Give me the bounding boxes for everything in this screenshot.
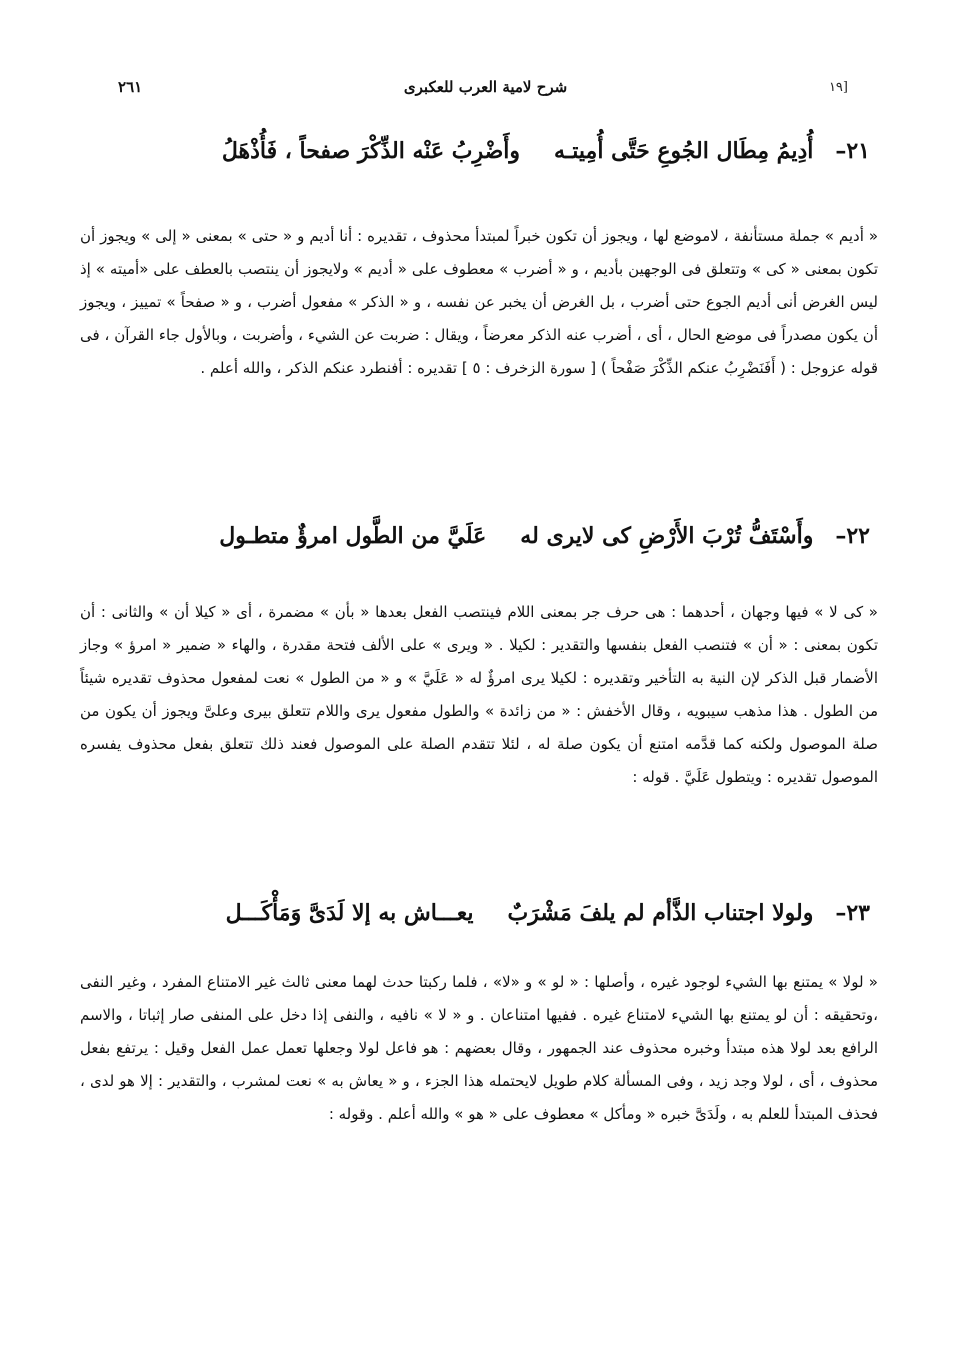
page-marker: [١٩ — [828, 79, 848, 95]
verse-hemistich-second: عَلَيَّ من الطَّول امرؤٌ متطـول — [219, 523, 487, 549]
commentary-paragraph: « كى لا » فيها وجهان ، أحدهما : هى حرف جر بمعنى اللام فينتصب الفعل بعدها « بأن » مضمرة ، أى « كيلا أن » والثانى : أن تكون بمعنى : « أن » فتنصب الفعل بنفسها والتقدير : لكيلا . « ويرى » على الألف فتحة مقدرة ، والهاء « ضمير « امرؤ » وجاز الأضمار قبل الذكر لإن النية به التأخير وتقديره : لكيلا يرى امرؤٌ له « عَلَيَّ » و « من الطول » نعت لمفعول محذوف تقديره شيئاً من الطول . هذا مذهب سيبويه ، وقال الأخفش : « من زائدة » والطول مفعول يرى واللام تتعلق بيرى وعلىَّ ويجوز أن يكون من صلة الموصول ولكنه كما قدَّمه امتنع أن يكون صلة له ، لئلا تتقدم الصلة على الموصول فعند ذلك تتعلق بفعل محذوف يفسره الموصول تقديره : ويتطول عَلَيَّ . قوله : — [80, 603, 878, 786]
verse-hemistich-first: ولولا اجتناب الذَّأم لم يلفَ مَشْرَبٌ — [507, 900, 814, 926]
commentary-paragraph: « لولا » يمتنع بها الشيء لوجود غيره ، وأصلها : « لو » و «لا» ، فلما ركبتا حدث لهما معنى ثالث غير الامتناع المفرد ، وغير النفى ،وتحقيقه : أن لو يمتنع بها الشيء لامتناع غيره . ففيها امتناعان . و « لا » نافيه ، والنفى إذا دخل على المنفى صار إثباتا ، والاسم الرافع بعد لولا هذه مبتدأ وخبره محذوف عند الجمهور ، وقال بعضهم : هو فاعل لولا وجعلها تعمل عمل الفعل وقيل : يرتفع بفعل محذوف ، أى ، لولا وجد زيد ، وفى المسألة كلام طويل لايحتمله هذا الجزء ، و « يعاش به » نعت لمشرب ، والتقدير : إلا هو لدى ، فحذف المبتدأ للعلم به ، ولَدَىَّ خبره « ومأكل » معطوف على « هو » والله أعلم . وقوله : — [80, 973, 878, 1123]
verse-22 — [160, 523, 870, 549]
verse-number: ٢١– — [835, 138, 870, 164]
verse-hemistich-second: يعـــاش به إلا لَدَىَّ وَمَأْكَـــل — [225, 900, 474, 926]
verse-21 — [160, 138, 870, 164]
page-header — [118, 74, 848, 100]
verse-hemistich-first: وأَسْتَفُّ تُرْبَ الأَرْضِ كى لايرى له — [520, 523, 814, 549]
verse-hemistich-second: وأَضْرِبُ عَنْه الذِّكْرَ صفحاً ، فَأُذْهَلُ — [221, 138, 521, 164]
verse-number: ٢٣– — [835, 900, 870, 926]
verse-number: ٢٢– — [835, 523, 870, 549]
verse-hemistich-first: أُدِيمُ مِطَال الجُوعِ حَتَّى أُمِيتـه — [554, 138, 814, 164]
verse-23 — [160, 900, 870, 926]
running-title: شرح لامية العرب للعكبرى — [403, 78, 568, 96]
page-number: ٢٦١ — [118, 78, 143, 96]
commentary-paragraph: « أديم » جملة مستأنفة ، لاموضع لها ، ويجوز أن تكون خبراً لمبتدأ محذوف ، تقديره : أنا أديم و « حتى » بمعنى « إلى » ويجوز أن تكون بمعنى « كى » وتتعلق فى الوجهين بأديم ، و « أضرب » معطوف على « أديم » ولايجوز أن ينتصب بالعطف على «أميته » إذ ليس الغرض أنى أديم الجوع حتى أضرب ، بل الغرض أن يخبر عن نفسه ، و « الذكر » مفعول أضرب ، و « صفحاً » تمييز ، ويجوز أن يكون مصدراً فى موضع الحال ، أى ، أضرب عنه الذكر معرضاً ، ويقال : ضربت عن الشيء ، وأضربت ، وبالأول جاء القرآن ، فى قوله عزوجل : ( أَفَنَضْرِبُ عنكم الذِّكْرَ صَفْحاً ) [ سورة الزخرف : ٥ ] تقديره : أفنطرد عنكم الذكر ، والله أعلم . — [80, 227, 878, 377]
